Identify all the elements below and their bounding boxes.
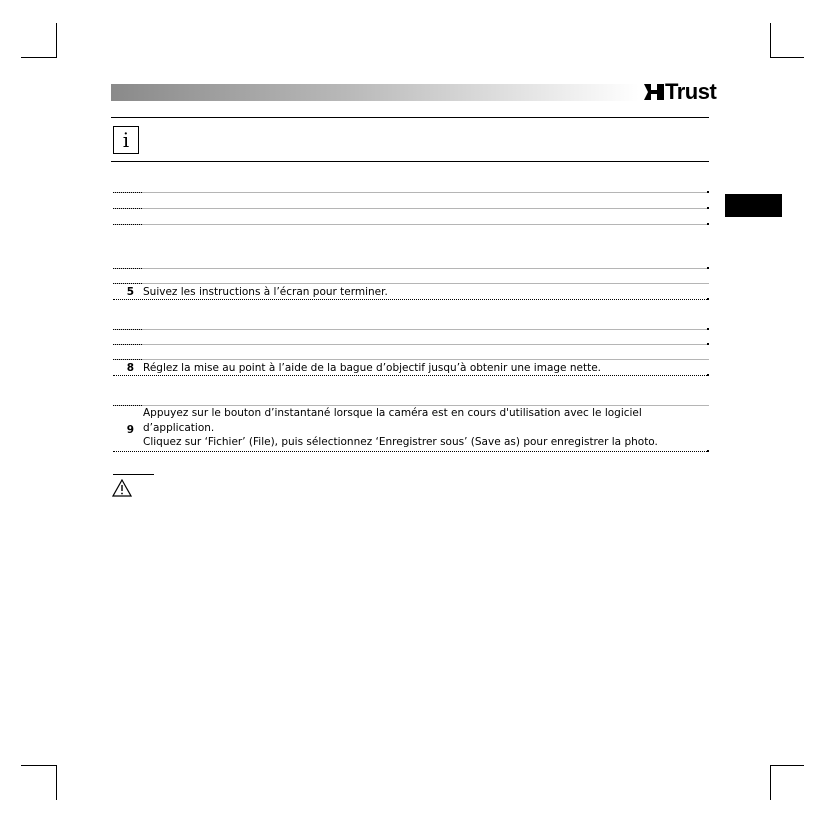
row-end-mark (707, 223, 709, 225)
step-text: Suivez les instructions à l’écran pour terminer. (143, 286, 388, 298)
row-separator (113, 192, 709, 193)
row-separator (113, 451, 709, 452)
crop-mark (21, 57, 57, 58)
crop-mark (56, 765, 57, 800)
row-end-mark (707, 298, 709, 300)
warning-triangle-icon (112, 479, 132, 497)
crop-mark (21, 765, 57, 766)
step-text: d’application. (143, 422, 215, 434)
header-rule-bottom (111, 161, 709, 162)
trust-logo (644, 80, 716, 104)
logo-text: Trust (665, 79, 717, 104)
language-tab (725, 194, 782, 217)
row-separator (113, 208, 709, 209)
row-separator (113, 283, 709, 284)
header-gradient-bar (111, 84, 639, 101)
row-end-mark (707, 207, 709, 209)
row-end-mark (707, 450, 709, 452)
warning-rule (113, 474, 154, 475)
row-end-mark (707, 267, 709, 269)
step-number: 8 (126, 362, 134, 374)
step-text: Réglez la mise au point à l’aide de la bague d’objectif jusqu’à obtenir une image nette. (143, 362, 602, 374)
info-icon: i (113, 126, 139, 154)
crop-mark (770, 23, 771, 58)
row-end-mark (707, 374, 709, 376)
crop-mark (770, 765, 771, 800)
row-end-mark (707, 191, 709, 193)
row-separator (113, 329, 709, 330)
row-separator (113, 359, 709, 360)
trust-arrow-icon (644, 82, 664, 102)
row-separator (113, 299, 709, 300)
step-number: 5 (126, 286, 134, 298)
row-separator (113, 375, 709, 376)
step-text: Cliquez sur ‘Fichier’ (File), puis sélectionnez ‘Enregistrer sous’ (Save as) pour enregistrer la photo. (143, 436, 658, 448)
row-separator (113, 344, 709, 345)
row-end-mark (707, 328, 709, 330)
row-separator (113, 268, 709, 269)
crop-mark (770, 57, 804, 58)
header-rule-top (111, 117, 709, 118)
row-end-mark (707, 343, 709, 345)
step-text: Appuyez sur le bouton d’instantané lorsque la caméra est en cours d'utilisation avec le logiciel (143, 407, 642, 419)
crop-mark (56, 23, 57, 58)
step-number: 9 (126, 424, 134, 436)
row-separator (113, 224, 709, 225)
crop-mark (770, 765, 804, 766)
